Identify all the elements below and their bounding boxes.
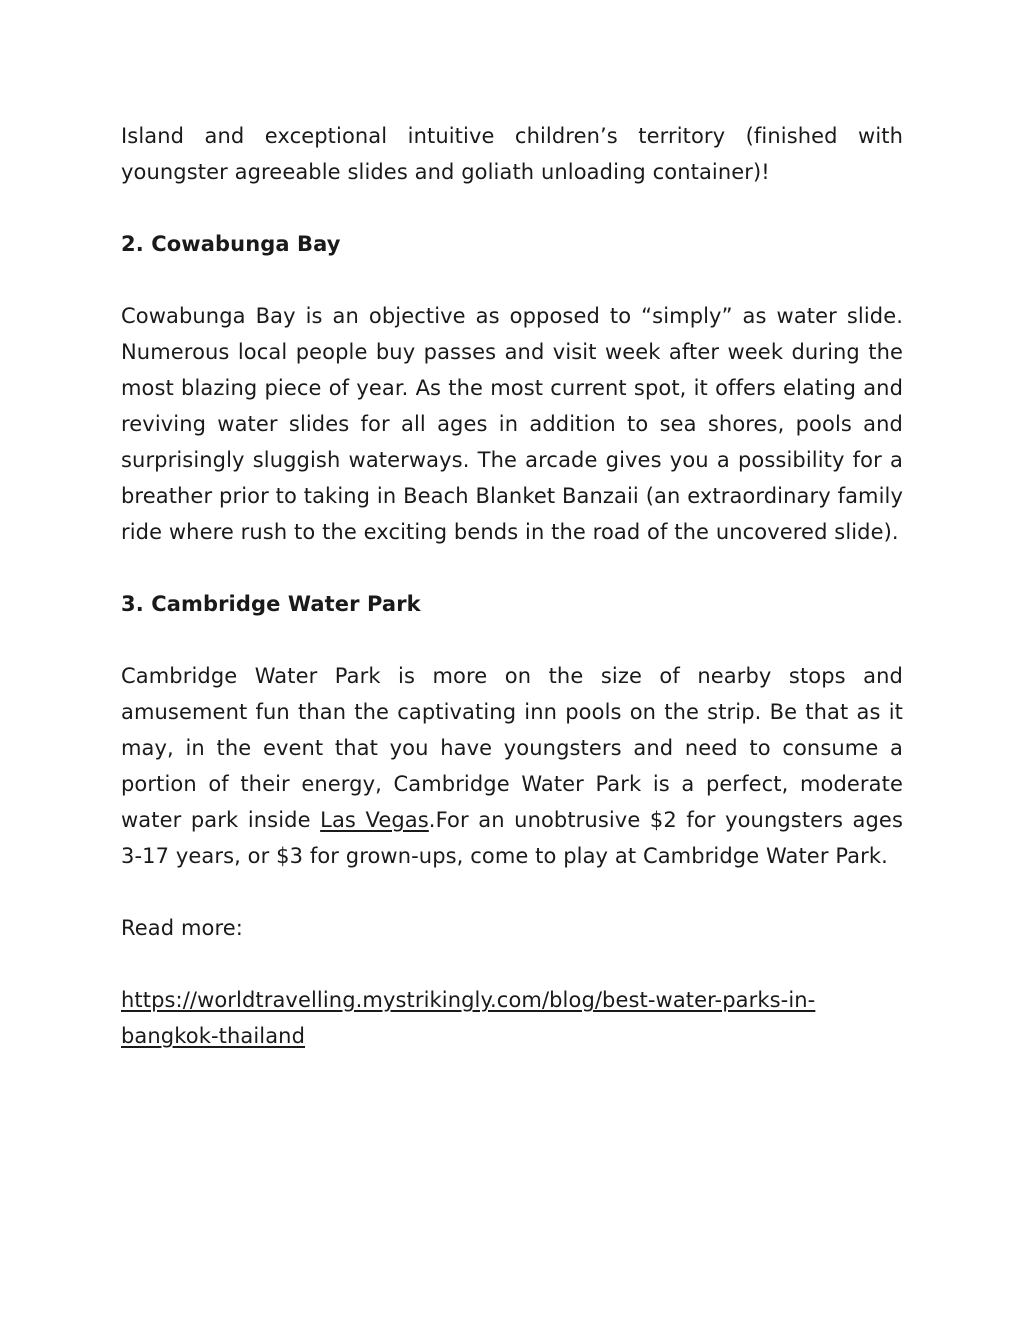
- cambridge-water-park-paragraph: [121, 658, 903, 874]
- cowabunga-bay-paragraph: Cowabunga Bay is an objective as opposed to “simply” as water slide. Numerous local people buy passes and visit week after week during the most blazing piece of year. As the most current spot, it offers elating and reviving water slides for all ages in addition to sea shores, pools and surprisingly sluggish waterways. The arcade gives you a possibility for a breather prior to taking in Beach Blanket Banzaii (an extraordinary family ride where rush to the exciting bends in the road of the uncovered slide).: [121, 304, 903, 544]
- section-heading-cowabunga-bay: 2. Cowabunga Bay: [121, 232, 341, 256]
- read-more-url-paragraph: [121, 982, 903, 1054]
- cambridge-text-after-link: .For an unobtrusive $2 for youngsters ages 3-17 years, or $3 for grown-ups, come to play at Cambridge Water Park.: [121, 808, 903, 868]
- url-line-2: bangkok-thailand: [121, 1024, 306, 1048]
- section-heading-cambridge-water-park: 3. Cambridge Water Park: [121, 592, 421, 616]
- cambridge-text-before-link: Cambridge Water Park is more on the size of nearby stops and amusement fun than the captivating inn pools on the strip. Be that as it may, in the event that you have youngsters and need to consume a portion of their energy, Cambridge Water Park is a perfect, moderate water park inside: [121, 664, 903, 832]
- intro-paragraph: Island and exceptional intuitive children’s territory (finished with youngster agreeable slides and goliath unloading container)!: [121, 124, 903, 184]
- url-line-1: https://worldtravelling.mystrikingly.com/blog/best-water-parks-in-: [121, 988, 816, 1012]
- read-more-label: Read more:: [121, 916, 243, 940]
- read-more-url-link[interactable]: [121, 988, 815, 1048]
- las-vegas-link[interactable]: Las Vegas: [320, 808, 429, 832]
- document-page: [121, 118, 903, 1054]
